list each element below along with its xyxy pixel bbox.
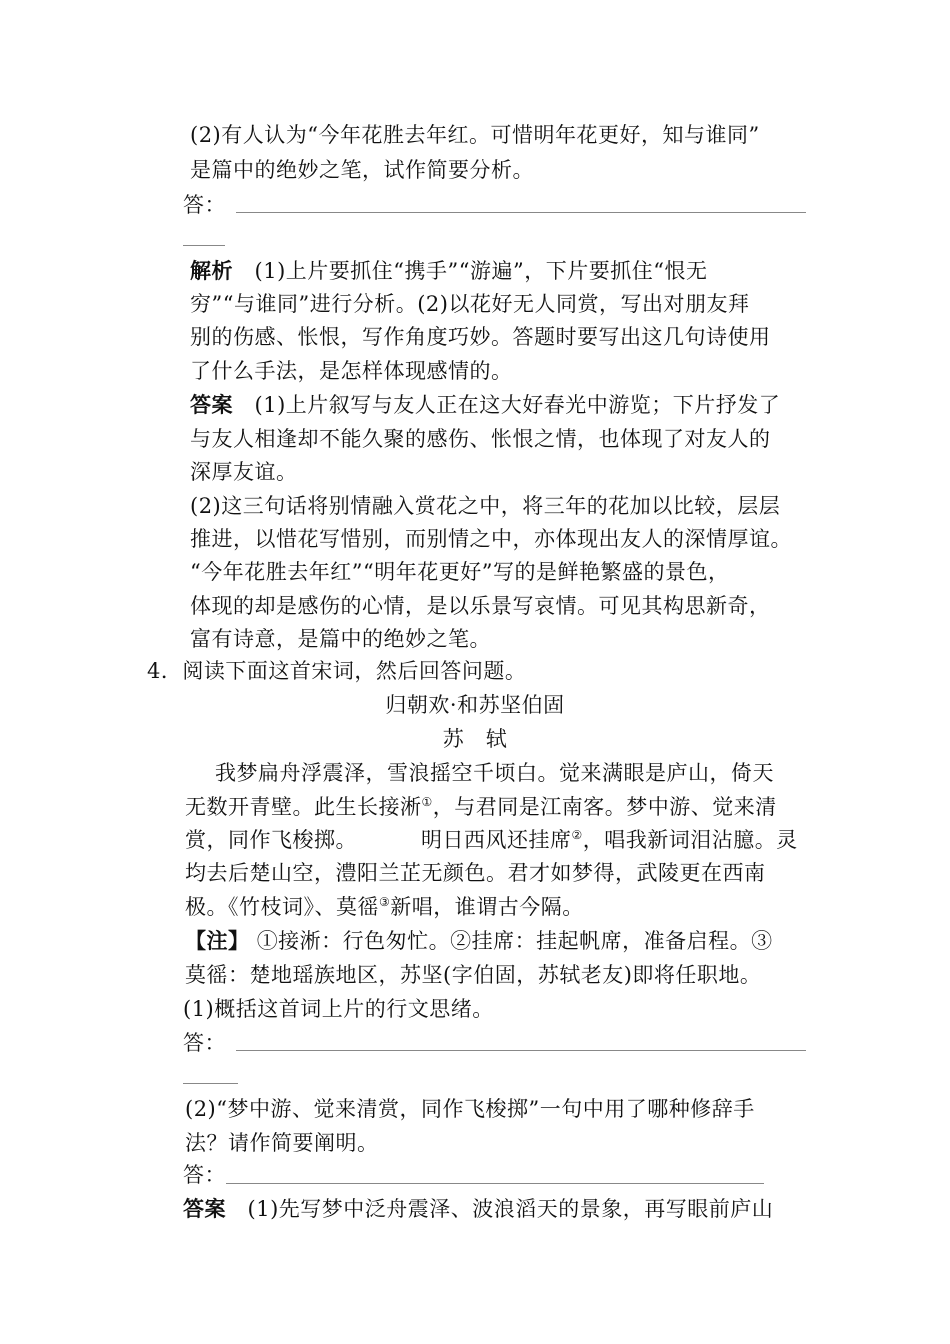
q4-answer-line2 xyxy=(226,1183,764,1184)
answer3-label: 答案 xyxy=(190,393,233,417)
q3-sub2-line2: 是篇中的绝妙之笔，试作简要分析。 xyxy=(190,158,534,182)
answer3-line8: 富有诗意，是篇中的绝妙之笔。 xyxy=(190,627,491,651)
q4-prompt: 4．阅读下面这首宋词，然后回答问题。 xyxy=(147,659,527,683)
analysis-line4: 了什么手法，是怎样体现感情的。 xyxy=(190,359,513,383)
q3-answer-line-tail xyxy=(183,245,225,246)
analysis-line3: 别的伤感、怅恨，写作角度巧妙。答题时要写出这几句诗使用 xyxy=(190,325,771,349)
footnote-ref-3: ③ xyxy=(379,895,391,909)
analysis-text1: (1)上片要抓住“携手”“游遍”，下片要抓住“恨无 xyxy=(254,259,708,283)
poem-line4: 均去后楚山空，澧阳兰芷无颜色。君才如梦得，武陵更在西南 xyxy=(185,861,766,885)
q3-answer-label: 答： xyxy=(183,193,226,217)
q3-answer-line xyxy=(236,212,806,213)
note-text1: ①接淅：行色匆忙。②挂席：挂起帆席，准备启程。③ xyxy=(256,929,773,953)
q4-answer-label2: 答： xyxy=(183,1163,226,1187)
poem-line2-b: ，与君同是江南客。梦中游、觉来清 xyxy=(432,795,777,819)
answer4-text1: (1)先写梦中泛舟震泽、波浪滔天的景象，再写眼前庐山 xyxy=(247,1197,774,1221)
answer3-line3: 深厚友谊。 xyxy=(190,460,298,484)
note-label: 【注】 xyxy=(185,929,250,953)
q3-sub2-line1: (2)有人认为“今年花胜去年红。可惜明年花更好，知与谁同” xyxy=(190,123,760,147)
poem-line3-a: 赏，同作飞梭掷。 xyxy=(185,828,357,852)
poem-line5-a: 极。《竹枝词》、莫徭 xyxy=(185,895,379,919)
answer3-line4: (2)这三句话将别情融入赏花之中，将三年的花加以比较，层层 xyxy=(190,494,781,518)
poem-line2-a: 无数开青壁。此生长接淅 xyxy=(185,795,422,819)
q4-sub2-line1: (2)“梦中游、觉来清赏，同作飞梭掷”一句中用了哪种修辞手 xyxy=(185,1097,755,1121)
poem-line5 xyxy=(185,892,584,922)
answer3-line2: 与友人相逢却不能久聚的感伤、怅恨之情，也体现了对友人的 xyxy=(190,427,771,451)
analysis-line1 xyxy=(190,256,707,286)
answer3-line6: “今年花胜去年红”“明年花更好”写的是鲜艳繁盛的景色， xyxy=(190,560,730,584)
note-line1 xyxy=(185,926,773,956)
poem-line1: 我梦扁舟浮震泽，雪浪摇空千顷白。觉来满眼是庐山，倚天 xyxy=(215,761,774,785)
note-line2: 莫徭：楚地瑶族地区，苏坚(字伯固，苏轼老友)即将任职地。 xyxy=(185,963,762,987)
answer3-line7: 体现的却是感伤的心情，是以乐景写哀情。可见其构思新奇， xyxy=(190,594,771,618)
poem-line3-b: 明日西风还挂席 xyxy=(421,828,572,852)
q4-sub1: (1)概括这首词上片的行文思绪。 xyxy=(183,997,494,1021)
answer3-line1 xyxy=(190,390,780,420)
poem-author: 苏 轼 xyxy=(442,727,508,751)
footnote-ref-1: ① xyxy=(421,795,433,809)
answer4-label: 答案 xyxy=(183,1197,226,1221)
q4-sub2-line2: 法？请作简要阐明。 xyxy=(185,1131,379,1155)
analysis-label: 解析 xyxy=(190,259,233,283)
poem-line3 xyxy=(185,825,798,855)
answer3-text1: (1)上片叙写与友人正在这大好春光中游览；下片抒发了 xyxy=(254,393,781,417)
answer4-line1 xyxy=(183,1194,773,1224)
footnote-ref-2: ② xyxy=(571,828,583,842)
poem-title: 归朝欢·和苏坚伯固 xyxy=(385,693,565,717)
analysis-line2: 穷”“与谁同”进行分析。(2)以花好无人同赏，写出对朋友拜 xyxy=(190,292,750,316)
q4-answer-label: 答： xyxy=(183,1031,226,1055)
q4-answer-line xyxy=(236,1050,806,1051)
poem-line2 xyxy=(185,792,777,822)
q4-answer-line-tail xyxy=(183,1083,238,1084)
poem-line3-c: ，唱我新词泪沾臆。灵 xyxy=(582,828,798,852)
poem-line5-b: 新唱，谁谓古今隔。 xyxy=(390,895,584,919)
answer3-line5: 推进，以惜花写惜别，而别情之中，亦体现出友人的深情厚谊。 xyxy=(190,527,792,551)
